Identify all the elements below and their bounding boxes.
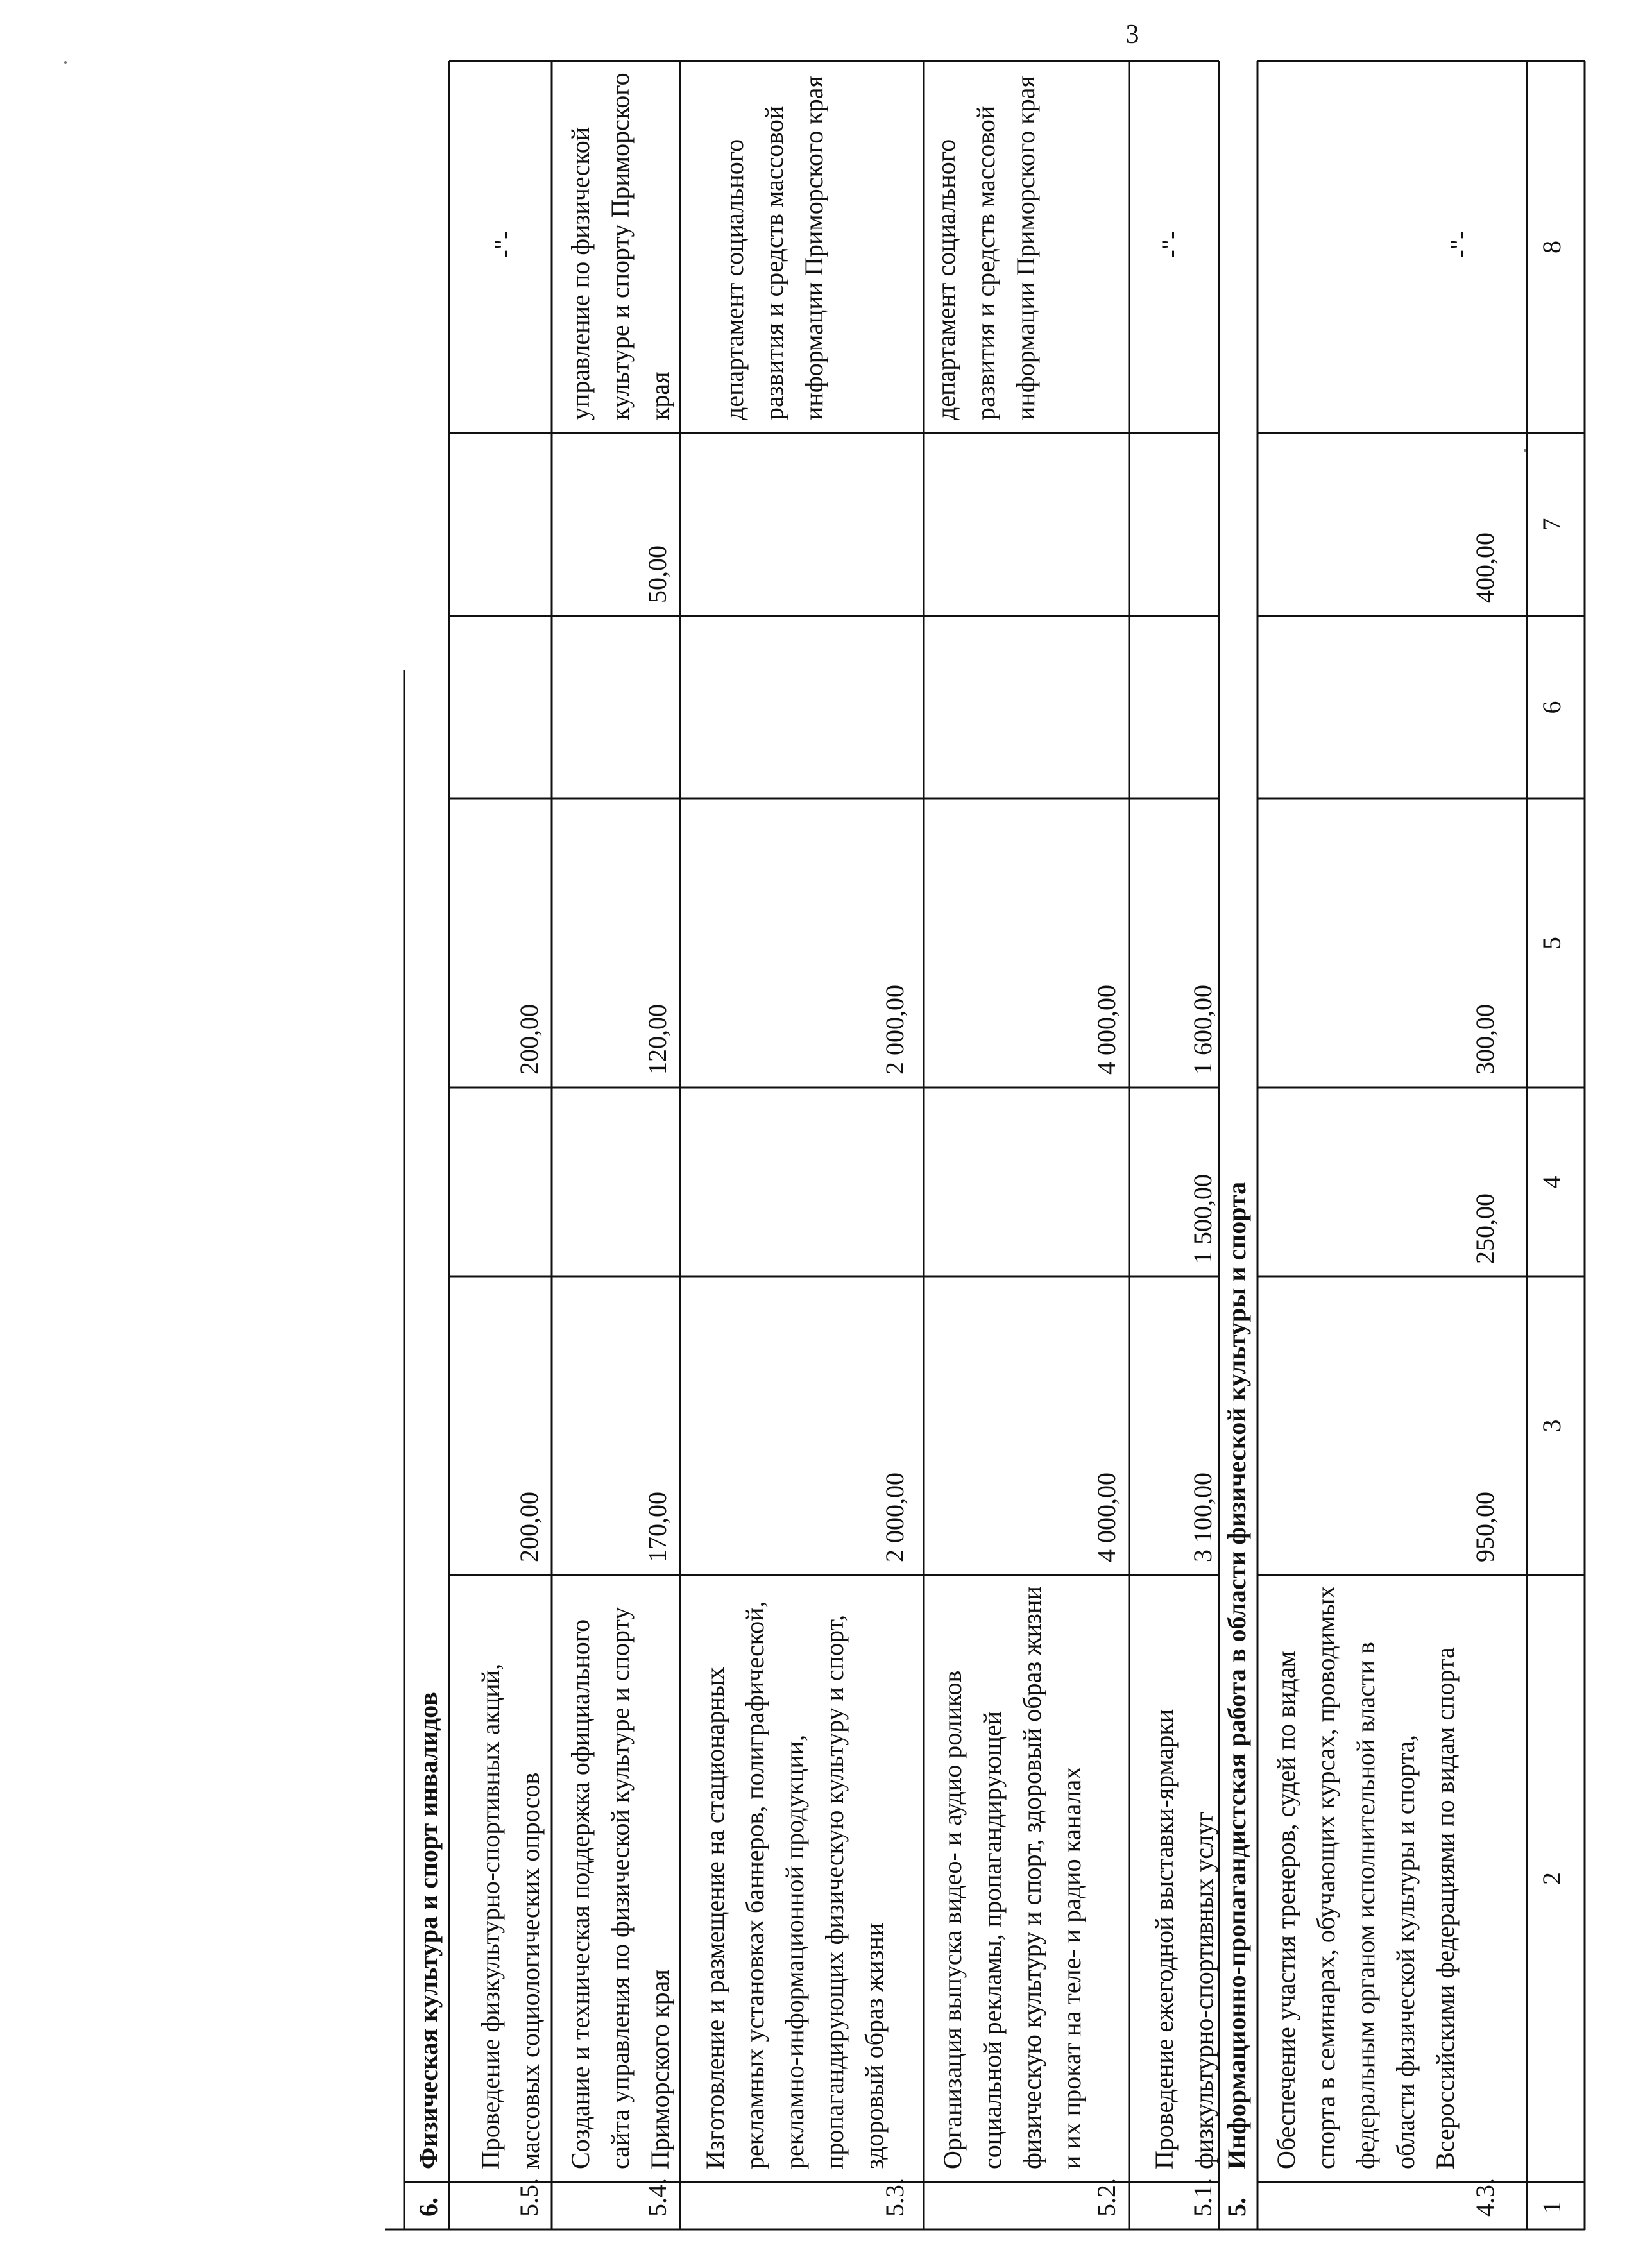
row-5-5-c8: -"- xyxy=(489,230,518,259)
row-4-3-num: 4.3. xyxy=(1470,2178,1499,2217)
row-5-4-c7: 50,00 xyxy=(643,545,672,603)
header-col-1: 1 xyxy=(1537,2201,1566,2213)
row-5-5-num: 5.5. xyxy=(515,2178,543,2217)
header-col-5: 5 xyxy=(1537,937,1566,950)
section-5-title: Информационно-пропагандистская работа в области физической культуры и спорта xyxy=(1222,1181,1251,2169)
row-4-3-c5: 300,00 xyxy=(1470,1004,1499,1075)
header-col-2: 2 xyxy=(1537,1872,1566,1885)
row-5-1-c3: 3 100,00 xyxy=(1188,1472,1217,1562)
section-6-title: Физическая культура и спорт инвалидов xyxy=(414,1692,443,2169)
row-5-2-text: Организация выпуска видео- и аудио роликов социальной рекламы, пропагандирующей физическую культуру и спорт, здоровый образ жизни и их прокат на теле- и радио каналах xyxy=(938,1586,1086,2169)
section-5-number: 5. xyxy=(1222,2197,1251,2217)
row-5-3-c3: 2 000,00 xyxy=(880,1472,909,1562)
header-col-7: 7 xyxy=(1537,518,1566,531)
scan-dot xyxy=(1524,449,1526,452)
row-5-4-c8: управление по физической культуре и спорту Приморского края xyxy=(566,72,674,420)
row-4-3-c4: 250,00 xyxy=(1470,1193,1499,1264)
row-5-2-num: 5.2. xyxy=(1092,2178,1121,2217)
row-5-5-c5: 200,00 xyxy=(515,1004,543,1075)
row-4-3-text: Обеспечение участия тренеров, судей по видам спорта в семинарах, обучающих курсах, проводимых федеральным органом исполнительной власти в области физической культуры и спорта, Всероссийскими федерациями по видам спорта xyxy=(1272,1585,1460,2169)
header-col-3: 3 xyxy=(1537,1419,1566,1433)
row-5-2-c3: 4 000,00 xyxy=(1092,1472,1121,1562)
row-4-3-c3: 950,00 xyxy=(1470,1492,1499,1562)
row-5-4-c3: 170,00 xyxy=(643,1492,672,1562)
row-5-3-text: Изготовление и размещение на стационарных рекламных установках баннеров, полиграфической, рекламно-информационной продукции, пропагандирующих физическую культуру и спорт, здоровый образ жизни xyxy=(701,1601,889,2169)
row-5-4-c5: 120,00 xyxy=(643,1004,672,1075)
row-5-4-num: 5.4. xyxy=(643,2178,672,2217)
row-5-3-c5: 2 000,00 xyxy=(880,985,909,1075)
row-4-3-c8: -"- xyxy=(1445,230,1474,259)
row-5-1-text: Проведение ежегодной выставки-ярмарки физкультурно-спортивных услуг xyxy=(1150,1709,1218,2169)
header-col-8: 8 xyxy=(1537,241,1566,253)
header-col-6: 6 xyxy=(1537,701,1566,714)
row-4-3-c7: 400,00 xyxy=(1470,533,1499,603)
row-5-2-c5: 4 000,00 xyxy=(1092,985,1121,1075)
row-5-2-c8: департамент социального развития и средств массовой информации Приморского края xyxy=(932,76,1040,420)
row-5-5-c3: 200,00 xyxy=(515,1492,543,1562)
row-5-1-num: 5.1. xyxy=(1188,2178,1217,2217)
row-5-1-c5: 1 600,00 xyxy=(1188,985,1217,1075)
row-5-1-c8: -"- xyxy=(1156,230,1185,259)
row-5-4-text: Создание и техническая поддержка официального сайта управления по физической культуре и спорту Приморского края xyxy=(566,1607,674,2169)
page-number: 3 xyxy=(1125,20,1139,49)
row-5-3-num: 5.3. xyxy=(880,2178,909,2217)
section-6-number: 6. xyxy=(414,2197,443,2217)
scan-dot xyxy=(64,61,67,64)
header-col-4: 4 xyxy=(1537,1175,1566,1189)
row-5-1-c4: 1 500,00 xyxy=(1188,1174,1217,1264)
row-5-3-c8: департамент социального развития и средств массовой информации Приморского края xyxy=(720,76,828,420)
row-5-5-text: Проведение физкультурно-спортивных акций, массовых социологических опросов xyxy=(476,1663,545,2169)
